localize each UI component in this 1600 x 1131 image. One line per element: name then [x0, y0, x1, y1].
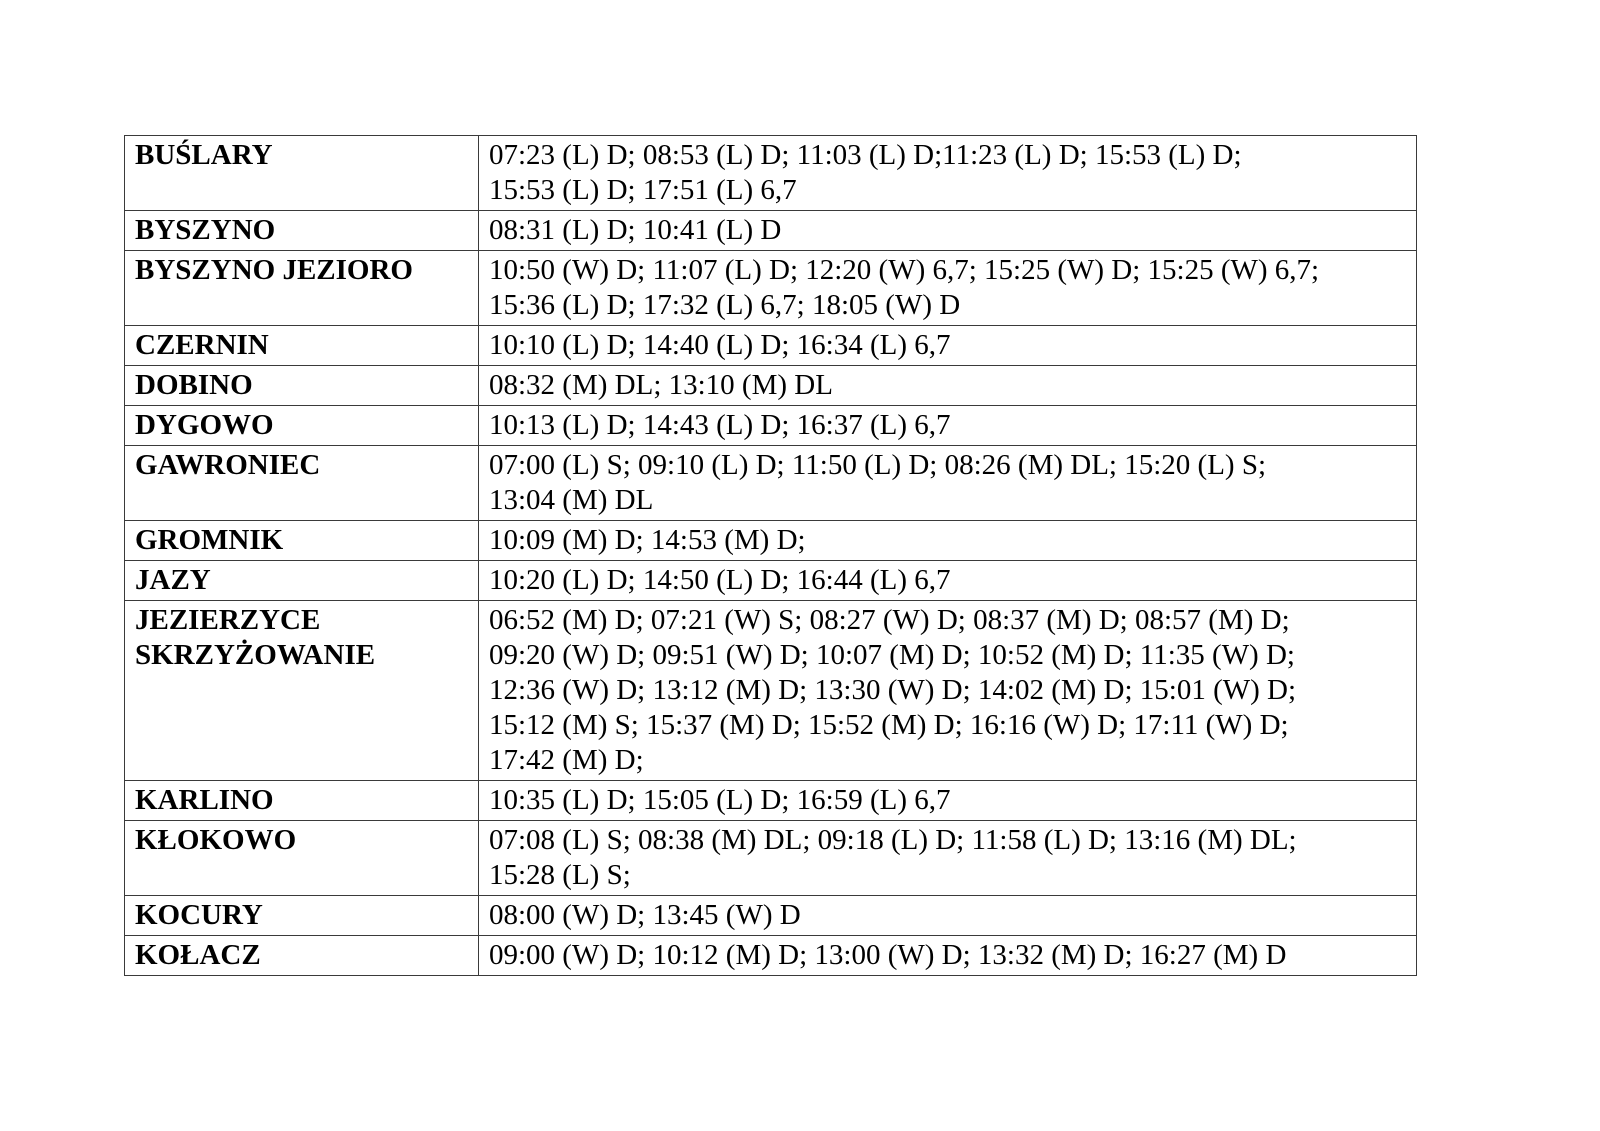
table-row — [125, 896, 1417, 936]
departure-times-cell — [479, 326, 1417, 366]
departure-times-cell — [479, 896, 1417, 936]
table-row — [125, 211, 1417, 251]
departure-times-line: 08:00 (W) D; 13:45 (W) D — [489, 899, 801, 931]
departure-times-line: 15:12 (M) S; 15:37 (M) D; 15:52 (M) D; 16:16 (W) D; 17:11 (W) D; — [489, 709, 1289, 741]
stop-name: GAWRONIEC — [135, 449, 321, 481]
departure-times-line: 09:20 (W) D; 09:51 (W) D; 10:07 (M) D; 10:52 (M) D; 11:35 (W) D; — [489, 639, 1295, 671]
departure-times-cell — [479, 211, 1417, 251]
table-row — [125, 406, 1417, 446]
stop-name-cell — [125, 406, 479, 446]
stop-name: CZERNIN — [135, 329, 269, 361]
stop-name-cell — [125, 521, 479, 561]
departure-times-line: 08:32 (M) DL; 13:10 (M) DL — [489, 369, 833, 401]
departure-times-cell — [479, 366, 1417, 406]
stop-name: SKRZYŻOWANIE — [135, 639, 376, 671]
stop-name-cell — [125, 896, 479, 936]
departure-times-line: 10:10 (L) D; 14:40 (L) D; 16:34 (L) 6,7 — [489, 329, 951, 361]
departure-times-line: 10:20 (L) D; 14:50 (L) D; 16:44 (L) 6,7 — [489, 564, 951, 596]
stop-name-cell — [125, 781, 479, 821]
stop-name-cell — [125, 136, 479, 211]
departure-times-line: 10:13 (L) D; 14:43 (L) D; 16:37 (L) 6,7 — [489, 409, 951, 441]
departure-times-line: 10:35 (L) D; 15:05 (L) D; 16:59 (L) 6,7 — [489, 784, 951, 816]
departure-times-line: 15:53 (L) D; 17:51 (L) 6,7 — [489, 174, 797, 206]
departure-times-line: 17:42 (M) D; — [489, 744, 644, 776]
departure-times-line: 13:04 (M) DL — [489, 484, 654, 516]
stop-name: DOBINO — [135, 369, 253, 401]
stop-name-cell — [125, 446, 479, 521]
stop-name: GROMNIK — [135, 524, 284, 556]
stop-name-cell — [125, 211, 479, 251]
departure-times-cell — [479, 781, 1417, 821]
stop-name-cell — [125, 821, 479, 896]
departure-times-line: 10:09 (M) D; 14:53 (M) D; — [489, 524, 806, 556]
stop-name-cell — [125, 936, 479, 976]
stop-name: BYSZYNO — [135, 214, 276, 246]
departure-times-line: 15:36 (L) D; 17:32 (L) 6,7; 18:05 (W) D — [489, 289, 961, 321]
departure-times-cell — [479, 136, 1417, 211]
departure-times-cell — [479, 521, 1417, 561]
stop-name-cell — [125, 561, 479, 601]
departure-times-cell — [479, 406, 1417, 446]
stop-name-cell — [125, 366, 479, 406]
table-row — [125, 521, 1417, 561]
stop-name: JAZY — [135, 564, 211, 596]
stop-name: KOŁACZ — [135, 939, 261, 971]
departure-times-cell — [479, 251, 1417, 326]
table-row — [125, 326, 1417, 366]
departure-times-cell — [479, 561, 1417, 601]
departure-times-line: 09:00 (W) D; 10:12 (M) D; 13:00 (W) D; 13:32 (M) D; 16:27 (M) D — [489, 939, 1287, 971]
departure-times-line: 07:00 (L) S; 09:10 (L) D; 11:50 (L) D; 08:26 (M) DL; 15:20 (L) S; — [489, 449, 1267, 481]
stop-name: KŁOKOWO — [135, 824, 297, 856]
departure-times-line: 15:28 (L) S; — [489, 859, 631, 891]
departure-times-line: 08:31 (L) D; 10:41 (L) D — [489, 214, 782, 246]
stop-name-cell — [125, 601, 479, 781]
stop-name: KOCURY — [135, 899, 263, 931]
stop-name-cell — [125, 326, 479, 366]
stop-name: BYSZYNO JEZIORO — [135, 254, 413, 286]
departure-times-line: 10:50 (W) D; 11:07 (L) D; 12:20 (W) 6,7; 15:25 (W) D; 15:25 (W) 6,7; — [489, 254, 1320, 286]
departure-times-cell — [479, 446, 1417, 521]
stop-name: JEZIERZYCE — [135, 604, 321, 636]
table-row — [125, 781, 1417, 821]
departure-times-cell — [479, 821, 1417, 896]
stop-name: DYGOWO — [135, 409, 274, 441]
stop-name: BUŚLARY — [135, 139, 273, 171]
departure-times-line: 07:08 (L) S; 08:38 (M) DL; 09:18 (L) D; 11:58 (L) D; 13:16 (M) DL; — [489, 824, 1297, 856]
table-row — [125, 561, 1417, 601]
table-row — [125, 136, 1417, 211]
departure-times-cell — [479, 601, 1417, 781]
table-row — [125, 446, 1417, 521]
table-row — [125, 366, 1417, 406]
table-row — [125, 936, 1417, 976]
departure-times-cell — [479, 936, 1417, 976]
stop-name-cell — [125, 251, 479, 326]
departure-times-line: 07:23 (L) D; 08:53 (L) D; 11:03 (L) D;11:23 (L) D; 15:53 (L) D; — [489, 139, 1242, 171]
departure-times-line: 06:52 (M) D; 07:21 (W) S; 08:27 (W) D; 08:37 (M) D; 08:57 (M) D; — [489, 604, 1290, 636]
table-row — [125, 251, 1417, 326]
table-row — [125, 601, 1417, 781]
stop-name: KARLINO — [135, 784, 274, 816]
bus-schedule-table — [124, 135, 1417, 976]
schedule-body — [125, 136, 1417, 976]
table-row — [125, 821, 1417, 896]
departure-times-line: 12:36 (W) D; 13:12 (M) D; 13:30 (W) D; 14:02 (M) D; 15:01 (W) D; — [489, 674, 1297, 706]
